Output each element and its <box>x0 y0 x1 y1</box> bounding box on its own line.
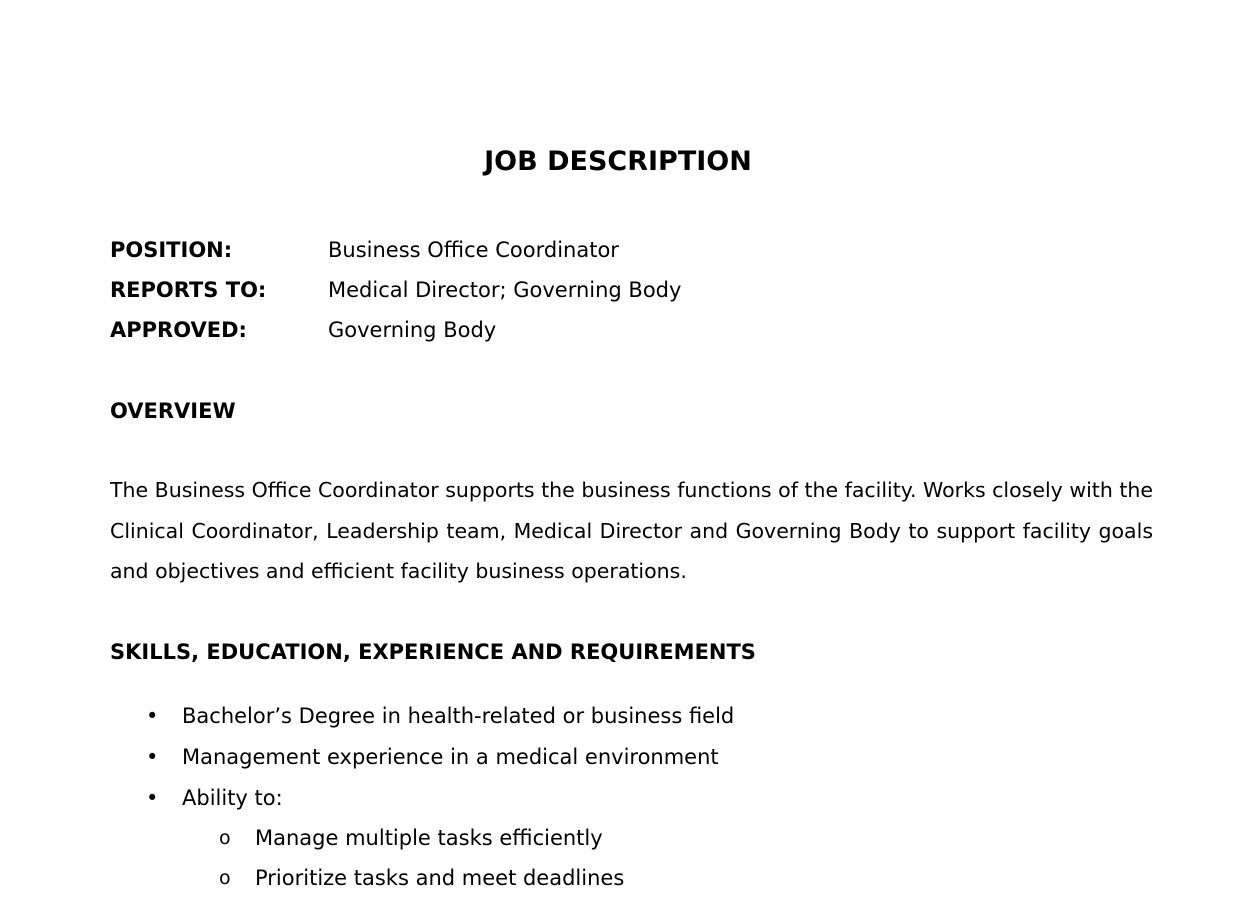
list-item-text: Management experience in a medical environment <box>182 745 719 769</box>
bullet-marker: • <box>146 745 159 769</box>
list-item-text: Ability to: <box>182 786 283 810</box>
sub-bullet-marker: o <box>219 867 231 889</box>
meta-value-position: Business Office Coordinator <box>328 238 619 262</box>
meta-value-approved: Governing Body <box>328 318 497 342</box>
meta-label-reports-to: REPORTS TO: <box>110 278 267 302</box>
meta-value-reports-to: Medical Director; Governing Body <box>328 278 682 302</box>
sub-list-item-text: Prioritize tasks and meet deadlines <box>255 866 625 890</box>
overview-paragraph: The Business Office Coordinator supports the business functions of the facility. Works closely with the Clinical Coordinator, Leadership team, Medical Director and Governing Body to support facility goals and objectives and efficient facility business operations. <box>110 478 1153 583</box>
sub-list-item-text: Manage multiple tasks efficiently <box>255 826 603 850</box>
bullet-marker: • <box>146 786 159 810</box>
meta-label-approved: APPROVED: <box>110 318 247 342</box>
list-item-text: Bachelor’s Degree in health-related or business field <box>182 704 735 728</box>
skills-heading: SKILLS, EDUCATION, EXPERIENCE AND REQUIREMENTS <box>110 640 756 664</box>
overview-heading: OVERVIEW <box>110 399 236 423</box>
meta-label-position: POSITION: <box>110 238 233 262</box>
sub-bullet-marker: o <box>219 827 231 849</box>
bullet-marker: • <box>146 704 159 728</box>
document-title: JOB DESCRIPTION <box>484 146 752 177</box>
